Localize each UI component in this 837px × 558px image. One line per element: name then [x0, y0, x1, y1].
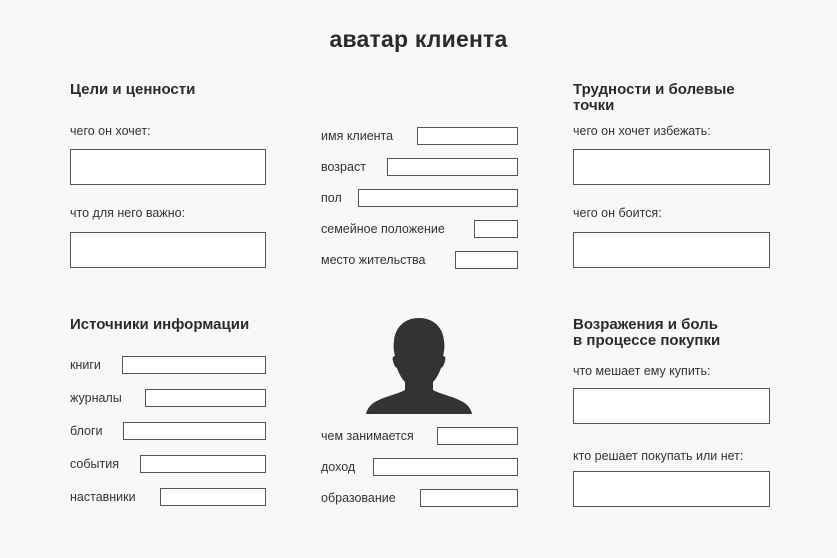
name-label: имя клиента: [321, 129, 394, 143]
objections-prevents-field[interactable]: [573, 388, 770, 424]
pains-fears-label: чего он боится:: [573, 206, 662, 220]
age-field[interactable]: [387, 158, 518, 176]
objections-prevents-label: что мешает ему купить:: [573, 364, 711, 378]
occupation-label: чем занимается: [321, 429, 414, 443]
marital-label: семейное положение: [321, 222, 445, 236]
income-field[interactable]: [373, 458, 518, 476]
occupation-field[interactable]: [437, 427, 518, 445]
goals-wants-label: чего он хочет:: [70, 124, 151, 138]
page-title: аватар клиента: [329, 26, 508, 52]
marital-field[interactable]: [474, 220, 518, 238]
goals-heading: Цели и ценности: [70, 81, 196, 98]
pains-heading-line2: точки: [573, 97, 615, 114]
goals-wants-field[interactable]: [70, 149, 266, 185]
events-field[interactable]: [140, 455, 266, 473]
blogs-field[interactable]: [123, 422, 266, 440]
objections-decides-label: кто решает покупать или нет:: [573, 449, 744, 463]
goals-important-label: что для него важно:: [70, 206, 186, 220]
education-label: образование: [321, 491, 396, 505]
pains-fears-field[interactable]: [573, 232, 770, 268]
age-label: возраст: [321, 160, 366, 174]
education-field[interactable]: [420, 489, 518, 507]
name-field[interactable]: [417, 127, 518, 145]
gender-label: пол: [321, 191, 342, 205]
magazines-field[interactable]: [145, 389, 266, 407]
pains-heading-line1: Трудности и болевые: [573, 81, 735, 98]
residence-label: место жительства: [321, 253, 426, 267]
books-field[interactable]: [122, 356, 266, 374]
residence-field[interactable]: [455, 251, 518, 269]
blogs-label: блоги: [70, 424, 103, 438]
magazines-label: журналы: [70, 391, 122, 405]
gender-field[interactable]: [358, 189, 518, 207]
objections-heading-line2: в процессе покупки: [573, 332, 721, 349]
person-silhouette-icon: [365, 316, 473, 414]
objections-heading-line1: Возражения и боль: [573, 316, 718, 333]
income-label: доход: [321, 460, 356, 474]
goals-important-field[interactable]: [70, 232, 266, 268]
books-label: книги: [70, 358, 101, 372]
mentors-field[interactable]: [160, 488, 266, 506]
events-label: события: [70, 457, 119, 471]
sources-heading: Источники информации: [70, 316, 250, 333]
pains-avoid-field[interactable]: [573, 149, 770, 185]
pains-avoid-label: чего он хочет избежать:: [573, 124, 711, 138]
mentors-label: наставники: [70, 490, 136, 504]
objections-decides-field[interactable]: [573, 471, 770, 507]
